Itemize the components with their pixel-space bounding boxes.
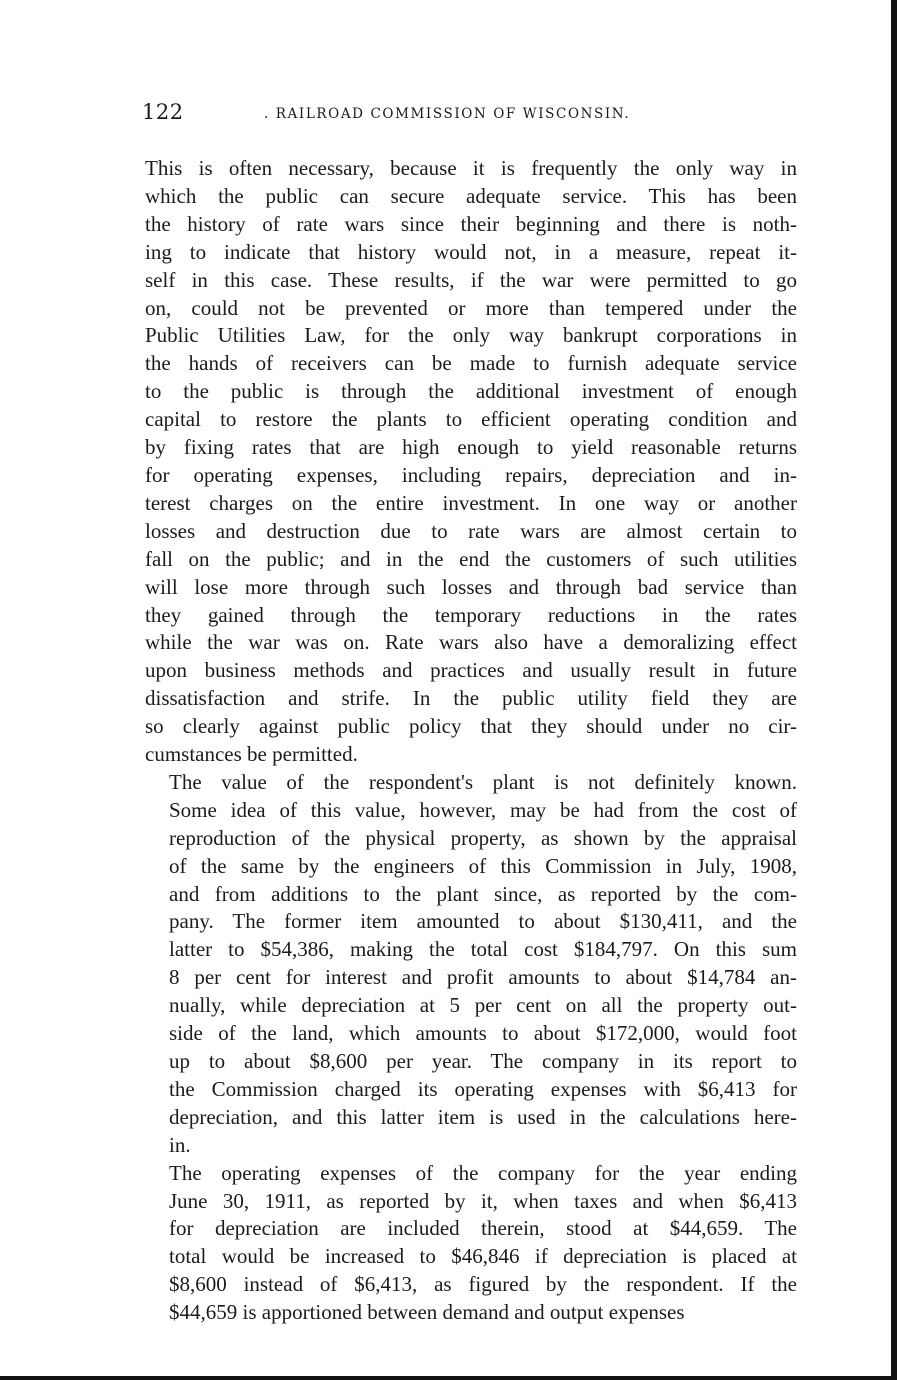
text-line: which the public can secure adequate service. This has been [145,183,797,208]
running-head: . RAILROAD COMMISSION OF WISCONSIN. [264,106,631,122]
text-line: the Commission charged its operating expenses with $6,413 for [169,1076,797,1101]
text-line: depreciation, and this latter item is used in the calculations here- [169,1104,797,1129]
text-line: 8 per cent for interest and profit amounts to about $14,784 an- [169,965,797,990]
text-line: while the war was on. Rate wars also have a demoralizing effect [145,630,797,655]
text-line: This is often necessary, because it is frequently the only way in [145,156,797,180]
text-line: the history of rate wars since their beginning and there is noth- [145,211,797,236]
text-line: pany. The former item amounted to about $130,411, and the [169,909,797,934]
text-line: for operating expenses, including repairs, depreciation and in- [145,462,797,487]
text-line: $8,600 instead of $6,413, as figured by the respondent. If the [169,1272,797,1297]
text-line: in. [169,1132,191,1157]
text-line: up to about $8,600 per year. The company in its report to [169,1049,797,1073]
text-line: to the public is through the additional investment of enough [145,379,797,404]
text-line: The operating expenses of the company for the year ending [169,1160,797,1185]
text-line: self in this case. These results, if the war were permitted to go [145,267,797,292]
text-line: terest charges on the entire investment. In one way or another [145,490,797,515]
text-line: will lose more through such losses and through bad service than [145,574,797,599]
paragraph [145,769,797,1160]
text-line: June 30, 1911, as reported by it, when taxes and when $6,413 [169,1188,797,1213]
text-line: Some idea of this value, however, may be had from the cost of [169,797,797,822]
text-line: the hands of receivers can be made to furnish adequate service [145,351,797,376]
text-line: ing to indicate that history would not, in a measure, repeat it- [145,239,797,264]
text-line: total would be increased to $46,846 if depreciation is placed at [169,1244,797,1269]
text-line: Public Utilities Law, for the only way bankrupt corporations in [145,323,797,348]
text-line: reproduction of the physical property, as shown by the appraisal [169,825,797,850]
text-line: and from additions to the plant since, as reported by the com- [169,881,797,906]
text-line: capital to restore the plants to efficient operating condition and [145,407,797,432]
body-text [145,155,797,1327]
text-line: latter to $54,386, making the total cost $184,797. On this sum [169,937,797,962]
text-line: dissatisfaction and strife. In the public utility field they are [145,686,797,711]
page-number: 122 [142,100,184,124]
text-line: they gained through the temporary reductions in the rates [145,602,797,627]
text-line: side of the land, which amounts to about $172,000, would foot [169,1021,797,1046]
text-line: $44,659 is apportioned between demand and output expenses [169,1300,685,1325]
text-line: nually, while depreciation at 5 per cent on all the property out- [169,993,797,1018]
scan-edge-right [891,0,897,1380]
text-line: upon business methods and practices and usually result in future [145,658,797,683]
scan-edge-bottom [0,1376,897,1380]
paragraph [145,155,797,769]
text-line: losses and destruction due to rate wars are almost certain to [145,518,797,543]
text-line: by fixing rates that are high enough to yield reasonable returns [145,435,797,460]
text-line: cumstances be permitted. [145,742,358,767]
text-line: on, could not be prevented or more than tempered under the [145,295,797,320]
page-header [142,100,802,130]
text-line: of the same by the engineers of this Commission in July, 1908, [169,853,797,878]
text-line: The value of the respondent's plant is not definitely known. [169,769,797,794]
text-line: so clearly against public policy that they should under no cir- [145,714,797,739]
paragraph [145,1160,797,1327]
text-line: fall on the public; and in the end the customers of such utilities [145,546,797,571]
text-line: for depreciation are included therein, stood at $44,659. The [169,1216,797,1241]
